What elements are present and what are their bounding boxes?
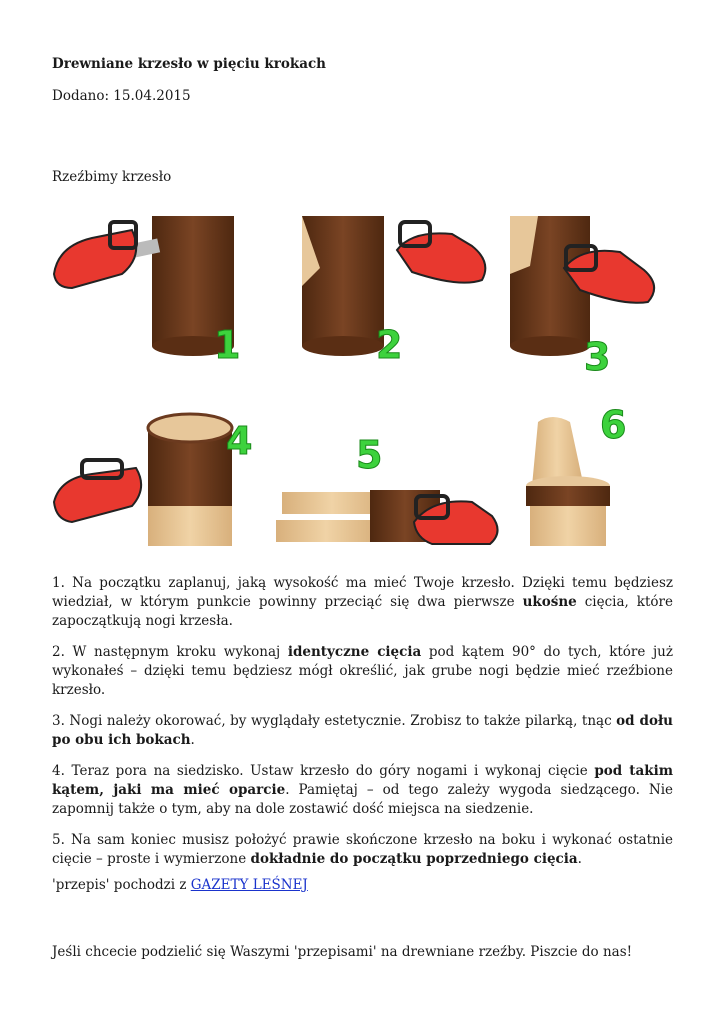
- panel-number-6: 6: [600, 403, 627, 447]
- step-paragraph: 5. Na sam koniec musisz położyć prawie skończone krzesło na boku i wykonać ostatnie cięcie – proste i wymierzone dokładnie do początku poprzedniego cięcia.: [52, 832, 673, 867]
- publish-date: Dodano: 15.04.2015: [52, 88, 191, 104]
- closing-text: Jeśli chcecie podzielić się Waszymi 'przepisami' na drewniane rzeźby. Piszcie do nas!: [52, 944, 633, 960]
- step-paragraph: 3. Nogi należy okorować, by wyglądały estetycznie. Zrobisz to także pilarką, tnąc od dołu po obu ich bokach.: [52, 713, 673, 748]
- panel-5: [276, 490, 498, 544]
- panel-number-1: 1: [214, 323, 241, 367]
- panel-1: [54, 216, 234, 356]
- panel-number-5: 5: [356, 433, 383, 477]
- step-paragraph: 2. W następnym kroku wykonaj identyczne cięcia pod kątem 90° do tych, które już wykonałeś – dzięki temu będziesz mógł określić, jak grube nogi będzie mieć rzeźbione krzesło.: [52, 644, 673, 698]
- source-prefix: 'przepis' pochodzi z: [52, 877, 191, 893]
- chainsaw-icon: [54, 460, 141, 522]
- chair-carving-illustration: [52, 216, 673, 546]
- step-paragraph: 4. Teraz pora na siedzisko. Ustaw krzesło do góry nogami i wykonaj cięcie pod takim kątem, jaki ma mieć oparcie. Pamiętaj – od tego zależy wygoda siedzącego. Nie zapomnij także o tym, aby na dole zostawić dość miejsca na siedzenie.: [52, 763, 673, 817]
- chainsaw-icon: [54, 222, 160, 288]
- intro-text: Rzeźbimy krzesło: [52, 169, 172, 185]
- panel-3: [510, 216, 654, 356]
- panel-number-3: 3: [584, 335, 611, 379]
- steps-list: [52, 574, 673, 881]
- source-line: [52, 877, 308, 893]
- panel-6: [526, 417, 610, 546]
- step-paragraph: 1. Na początku zaplanuj, jaką wysokość ma mieć Twoje krzesło. Dzięki temu będziesz wiedział, w którym punkcie powinny przeciąć się dwa pierwsze ukośne cięcia, które zapoczątkują nogi krzesła.: [52, 575, 673, 629]
- chainsaw-icon: [397, 222, 485, 283]
- panel-number-2: 2: [376, 323, 403, 367]
- source-link[interactable]: GAZETY LEŚNEJ: [190, 877, 308, 893]
- panel-number-4: 4: [226, 419, 253, 463]
- article-title: Drewniane krzesło w pięciu krokach: [52, 56, 326, 72]
- panel-4: [54, 414, 232, 546]
